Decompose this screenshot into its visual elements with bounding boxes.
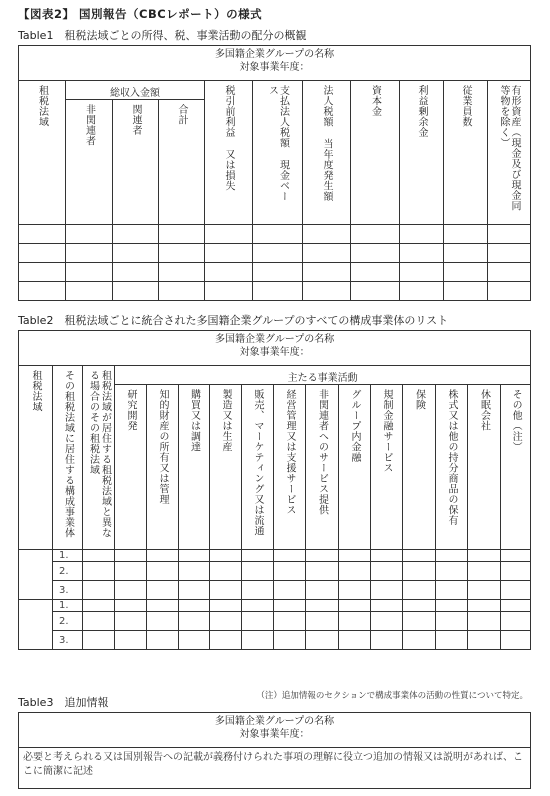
t2-col-entities-label: その租税法域に居住する構成事業体: [62, 370, 74, 538]
table2-group-name: 多国籍企業グループの名称: [215, 334, 335, 345]
t1-col-jurisdiction: [19, 81, 66, 225]
t2-activity-col: [403, 385, 436, 550]
t1-col-employees-label: 従業員数: [460, 85, 471, 127]
table2-header: [19, 331, 531, 366]
t2-row-index: 1.: [53, 550, 83, 562]
t2-jurisdiction-cell: [19, 600, 53, 650]
t2-activity-col: [147, 385, 179, 550]
table3-caption: Table3 追加情報: [18, 696, 109, 709]
table3-header: [19, 713, 531, 748]
table-row: [19, 631, 531, 650]
t2-jurisdiction-cell: [19, 550, 53, 600]
table3-fiscal-year: 対象事業年度：: [239, 729, 310, 740]
table-row: [19, 550, 531, 562]
table2-fiscal-year: 対象事業年度：: [239, 347, 310, 358]
table1-group-name: 多国籍企業グループの名称: [214, 49, 335, 60]
t2-activity-col: [501, 385, 531, 550]
t2-activity-col: [274, 385, 306, 550]
t2-activity-col: [179, 385, 210, 550]
table-row: [19, 562, 531, 581]
t2-activity-label: 研究開発: [125, 389, 136, 431]
t2-main-activities: 主たる事業活動: [115, 366, 531, 385]
t1-col-tax-accrued: [303, 81, 351, 225]
t1-col-capital: [351, 81, 400, 225]
t1-col-retained: [400, 81, 444, 225]
table2: [18, 330, 531, 650]
t1-col-tangible: [488, 81, 531, 225]
t2-activity-col: [242, 385, 274, 550]
table-row: [19, 244, 531, 263]
table1-caption: Table1 租税法域ごとの所得、税、事業活動の配分の概観: [18, 29, 307, 42]
table1: [18, 45, 531, 301]
t2-activity-label: 経営管理又は支援サービス: [284, 389, 295, 515]
table-row: [19, 612, 531, 631]
t2-activity-col: [339, 385, 371, 550]
table1-header: [19, 46, 531, 81]
t1-col-pretax-label: 税引前利益 又は損失: [223, 85, 234, 191]
table3: [18, 712, 531, 789]
t2-activity-label: 規制金融サービス: [381, 389, 392, 473]
t2-activity-label: その他（注）: [510, 389, 522, 452]
t1-col-retained-label: 利益剰余金: [416, 85, 427, 138]
table3-body: 必要と考えられる又は国別報告への記載が義務付けられた事項の理解に役立つ追加の情報又は説明があれば、ここに簡潔に記述: [19, 748, 531, 789]
t2-activity-col: [306, 385, 339, 550]
t2-activity-label: 非関連者へのサービス提供: [316, 389, 328, 515]
table2-note: （注）追加情報のセクションで構成事業体の活動の性質について特定。: [256, 691, 528, 701]
t2-activity-label: 株式又は他の持分商品の保有: [446, 389, 457, 526]
t2-activity-label: 製造又は生産: [220, 389, 231, 452]
t1-col-total: [159, 100, 205, 225]
t1-col-tax-paid: [253, 81, 303, 225]
table-row: [19, 600, 531, 612]
t1-col-capital-label: 資本金: [369, 85, 381, 117]
t1-col-tax-paid-label: 支払法人税額 現金ベース: [266, 85, 289, 202]
t1-col-tax-accrued-label: 法人税額 当年度発生額: [321, 85, 332, 202]
t1-col-unrelated-label: 非関連者: [83, 104, 95, 146]
t1-col-jurisdiction-label: 租税法域: [36, 85, 48, 127]
t2-activity-col: [371, 385, 403, 550]
t2-activity-col: [210, 385, 242, 550]
t2-col-jurisdiction-label: 租税法域: [30, 370, 41, 412]
t1-col-total-label: 合計: [176, 104, 187, 125]
table1-fiscal-year: 対象事業年度：: [239, 62, 310, 73]
table3-group-name: 多国籍企業グループの名称: [214, 716, 335, 727]
t1-col-unrelated: [66, 100, 113, 225]
figure-title: 【図表2】 国別報告（CBCレポート）の様式: [18, 7, 263, 21]
table2-caption: Table2 租税法域ごとに統合された多国籍企業グループのすべての構成事業体のリスト: [18, 314, 449, 327]
table-row: [19, 263, 531, 282]
t2-row-index: 1.: [53, 600, 83, 612]
t2-col-other-jurisdiction: [83, 366, 115, 550]
t2-col-jurisdiction: [19, 366, 53, 550]
t1-col-tangible-label: 有形資産（現金及び現金同等物を除く）: [498, 85, 521, 211]
t1-col-related-label: 関連者: [130, 104, 141, 136]
t2-activity-col: [436, 385, 468, 550]
t2-activity-label: 休眠会社: [478, 389, 490, 431]
t2-col-other-jurisdiction-label: 租税法域が居住する租税法域と異なる場合のその租税法域: [87, 370, 111, 538]
t2-row-index: 3.: [53, 631, 83, 650]
t2-activity-label: グループ内金融: [349, 389, 360, 463]
t1-col-employees: [444, 81, 488, 225]
t1-revenue-header: 総収入金額: [66, 81, 205, 100]
t2-row-index: 2.: [53, 562, 83, 581]
t2-activity-col: [468, 385, 501, 550]
table-row: [19, 225, 531, 244]
t2-row-index: 3.: [53, 581, 83, 600]
t2-activity-label: 購買又は調達: [188, 389, 200, 452]
t1-col-related: [113, 100, 159, 225]
t2-col-entities: [53, 366, 83, 550]
t2-activity-col: [115, 385, 147, 550]
table-row: [19, 581, 531, 600]
t2-row-index: 2.: [53, 612, 83, 631]
t2-activity-label: 知的財産の所有又は管理: [157, 389, 168, 505]
t2-activity-label: 保険: [413, 389, 425, 410]
t2-activity-label: 販売、マーケティング又は流通: [252, 389, 263, 536]
table-row: [19, 282, 531, 301]
t1-col-pretax: [205, 81, 253, 225]
